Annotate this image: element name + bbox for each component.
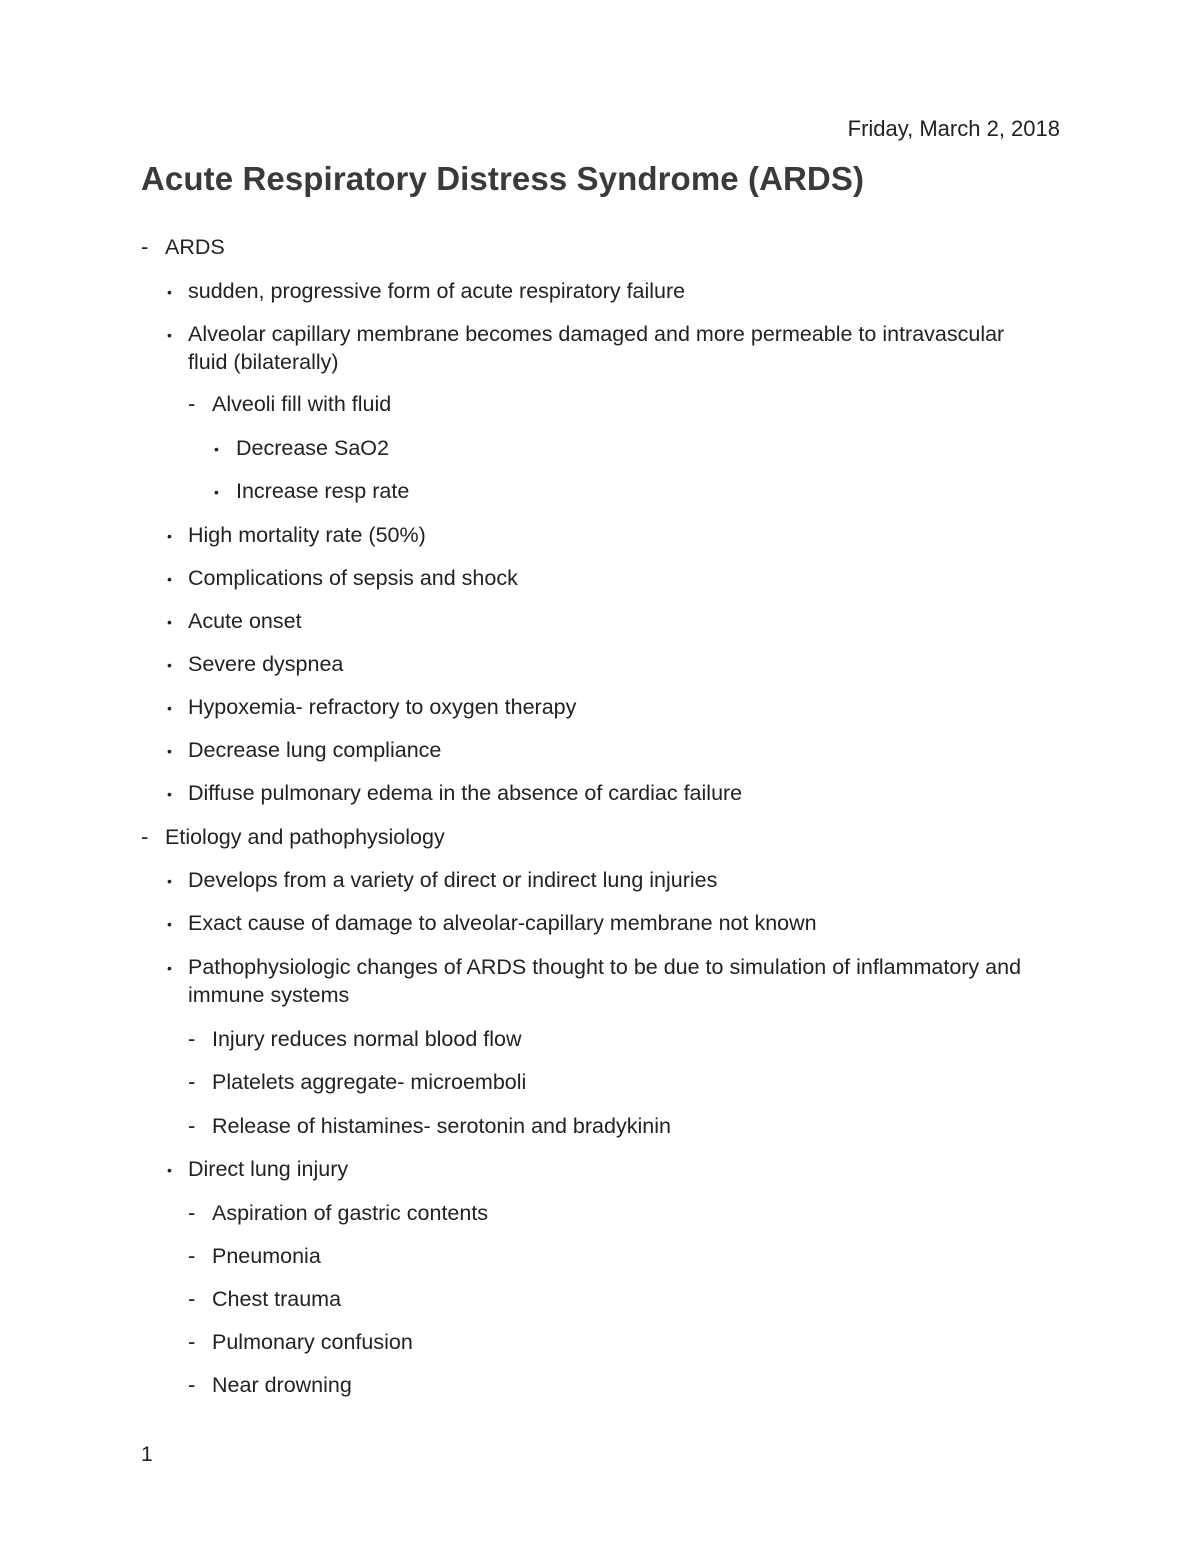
dash-bullet-icon: - xyxy=(188,1113,196,1138)
dash-bullet-icon: - xyxy=(188,1286,196,1311)
dot-bullet-icon: • xyxy=(167,284,172,300)
outline-item xyxy=(141,866,1041,894)
dot-bullet-icon: • xyxy=(167,743,172,759)
dash-bullet-icon: - xyxy=(141,234,149,259)
outline-item-text: Direct lung injury xyxy=(188,1157,349,1181)
outline-list xyxy=(141,218,1041,1399)
dot-bullet-icon: • xyxy=(167,571,172,587)
outline-item xyxy=(141,1242,1041,1270)
outline-item xyxy=(141,1025,1041,1053)
dash-bullet-icon: - xyxy=(188,1026,196,1051)
dot-bullet-icon: • xyxy=(167,327,172,343)
dash-bullet-icon: - xyxy=(188,1200,196,1225)
dash-bullet-icon: - xyxy=(188,391,196,416)
outline-item xyxy=(141,1068,1041,1096)
outline-item-text: Chest trauma xyxy=(212,1287,342,1311)
outline-item-text: Etiology and pathophysiology xyxy=(165,825,445,849)
outline-item-text: Increase resp rate xyxy=(236,479,410,503)
outline-item xyxy=(141,1155,1041,1183)
outline-item-text: Injury reduces normal blood flow xyxy=(212,1027,522,1051)
outline-item-text: Decrease lung compliance xyxy=(188,738,442,762)
outline-item-text: Diffuse pulmonary edema in the absence of cardiac failure xyxy=(188,781,743,805)
outline-item-text: Hypoxemia- refractory to oxygen therapy xyxy=(188,695,577,719)
outline-item-text: Release of histamines- serotonin and bradykinin xyxy=(212,1114,671,1138)
dot-bullet-icon: • xyxy=(167,916,172,932)
dot-bullet-icon: • xyxy=(214,484,219,500)
outline-item-text: Acute onset xyxy=(188,609,302,633)
dot-bullet-icon: • xyxy=(167,1162,172,1178)
outline-item xyxy=(141,909,1041,937)
outline-item xyxy=(141,1112,1041,1140)
outline-item xyxy=(141,736,1041,764)
outline-item xyxy=(141,277,1041,305)
outline-item xyxy=(141,953,1041,1009)
dot-bullet-icon: • xyxy=(214,441,219,457)
outline-item-text: sudden, progressive form of acute respiratory failure xyxy=(188,279,686,303)
outline-item-text: Exact cause of damage to alveolar-capillary membrane not known xyxy=(188,911,817,935)
outline-item xyxy=(141,233,1041,261)
dot-bullet-icon: • xyxy=(167,786,172,802)
outline-item xyxy=(141,320,1041,376)
outline-item-text: Pneumonia xyxy=(212,1244,321,1268)
outline-item-text: Alveoli fill with fluid xyxy=(212,392,392,416)
outline-item xyxy=(141,823,1041,851)
outline-item-text: Complications of sepsis and shock xyxy=(188,566,518,590)
outline-item-text: High mortality rate (50%) xyxy=(188,523,426,547)
outline-item xyxy=(141,607,1041,635)
outline-item xyxy=(141,1371,1041,1399)
dot-bullet-icon: • xyxy=(167,614,172,630)
outline-item xyxy=(141,1285,1041,1313)
outline-item xyxy=(141,779,1041,807)
dash-bullet-icon: - xyxy=(141,824,149,849)
outline-item xyxy=(141,650,1041,678)
outline-item-text: ARDS xyxy=(165,235,225,259)
document-title: Acute Respiratory Distress Syndrome (ARDS) xyxy=(141,160,865,197)
outline-item xyxy=(141,521,1041,549)
outline-item-text: Decrease SaO2 xyxy=(236,436,389,460)
dot-bullet-icon: • xyxy=(167,873,172,889)
outline-item xyxy=(141,564,1041,592)
page-number: 1 xyxy=(141,1443,153,1466)
dash-bullet-icon: - xyxy=(188,1243,196,1268)
dot-bullet-icon: • xyxy=(167,528,172,544)
dash-bullet-icon: - xyxy=(188,1329,196,1354)
dot-bullet-icon: • xyxy=(167,657,172,673)
outline-item-text: Platelets aggregate- microemboli xyxy=(212,1070,527,1094)
outline-item-text: Pathophysiologic changes of ARDS thought to be due to simulation of inflammatory and immune systems xyxy=(188,955,1022,1007)
dot-bullet-icon: • xyxy=(167,700,172,716)
outline-item-text: Alveolar capillary membrane becomes damaged and more permeable to intravascular fluid (bilaterally) xyxy=(188,322,1005,374)
outline-item-text: Severe dyspnea xyxy=(188,652,344,676)
outline-item-text: Near drowning xyxy=(212,1373,352,1397)
outline-item-text: Aspiration of gastric contents xyxy=(212,1201,489,1225)
dot-bullet-icon: • xyxy=(167,960,172,976)
outline-item xyxy=(141,693,1041,721)
outline-item xyxy=(141,390,1041,418)
outline-item xyxy=(141,1328,1041,1356)
outline-item xyxy=(141,1199,1041,1227)
outline-item-text: Pulmonary confusion xyxy=(212,1330,413,1354)
document-date: Friday, March 2, 2018 xyxy=(847,116,1060,141)
dash-bullet-icon: - xyxy=(188,1372,196,1397)
dash-bullet-icon: - xyxy=(188,1069,196,1094)
outline-item xyxy=(141,477,1041,505)
outline-item xyxy=(141,434,1041,462)
outline-item-text: Develops from a variety of direct or indirect lung injuries xyxy=(188,868,718,892)
